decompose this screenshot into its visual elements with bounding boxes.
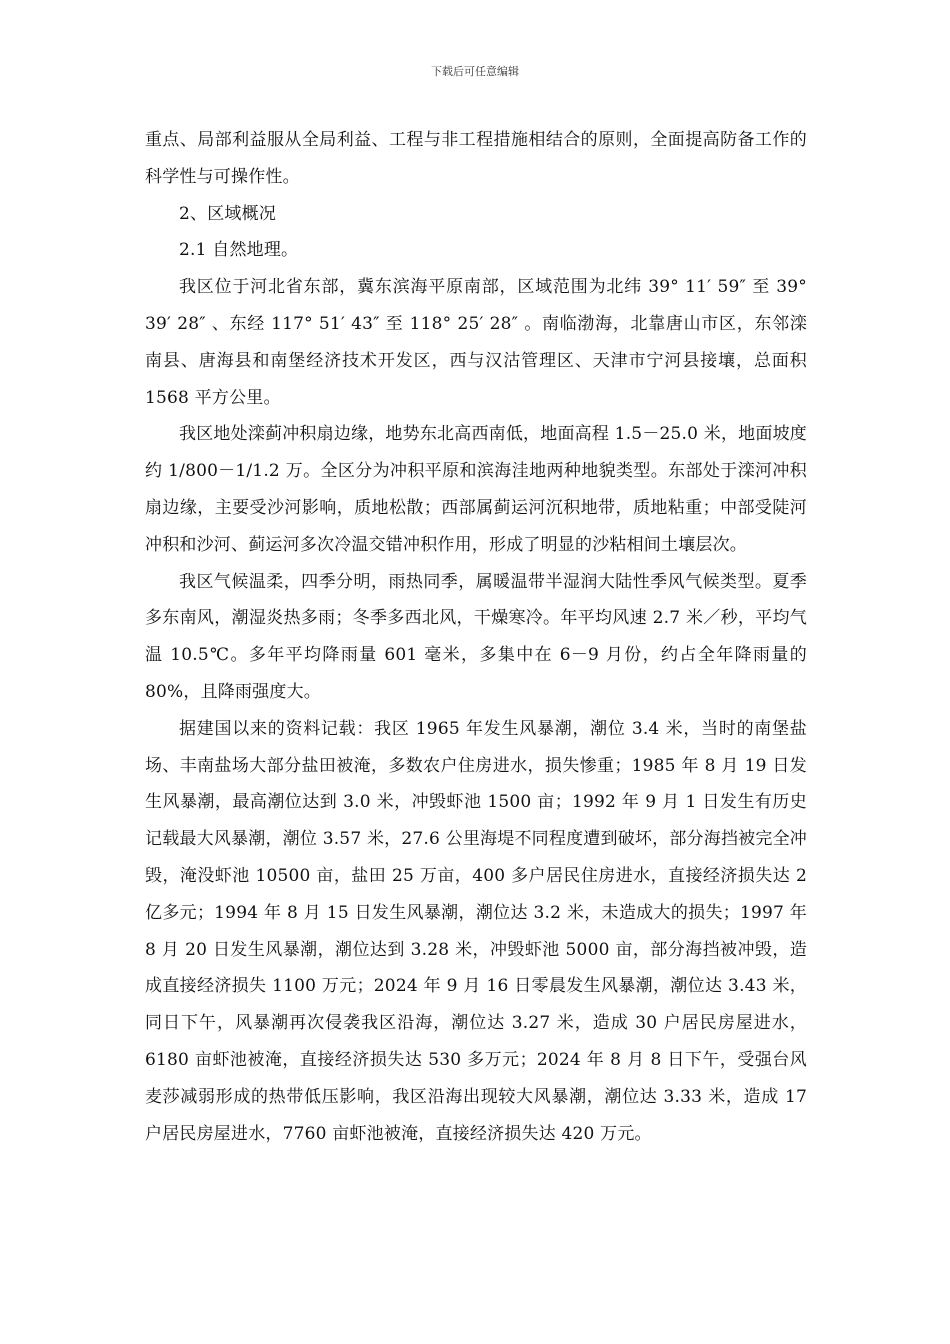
paragraph-continuation: 重点、局部利益服从全局利益、工程与非工程措施相结合的原则，全面提高防备工作的科学性与可操作性。 bbox=[145, 130, 807, 187]
paragraph-terrain: 我区地处滦蓟冲积扇边缘，地势东北高西南低，地面高程 1.5－25.0 米，地面坡度约 1/800－1/1.2 万。全区分为冲积平原和滨海洼地两种地貌类型。东部处于滦河冲积扇边缘，主要受沙河影响，质地松散；西部属蓟运河沉积地带，质地粘重；中部受陡河冲积和沙河、蓟运河多次冷温交错冲积作用，形成了明显的沙粘相间土壤层次。 bbox=[145, 424, 807, 555]
subsection-heading-natural-geography: 2.1 自然地理。 bbox=[179, 240, 299, 261]
document-body bbox=[145, 122, 807, 1152]
paragraph-climate: 我区气候温柔，四季分明，雨热同季，属暖温带半湿润大陆性季风气候类型。夏季多东南风，潮湿炎热多雨；冬季多西北风，干燥寒冷。年平均风速 2.7 米／秒，平均气温 10.5℃。多年平均降雨量 601 毫米，多集中在 6－9 月份，约占全年降雨量的 80%，且降雨强度大。 bbox=[145, 571, 807, 702]
section-heading-regional-overview: 2、区域概况 bbox=[179, 203, 277, 224]
paragraph-location: 我区位于河北省东部，冀东滨海平原南部，区域范围为北纬 39° 11′ 59″ 至 39° 39′ 28″ 、东经 117° 51′ 43″ 至 118° 25′ 28″ 。南临渤海，北靠唐山市区，东邻滦南县、唐海县和南堡经济技术开发区，西与汉沽管理区、天津市宁河县接壤，总面积 1568 平方公里。 bbox=[145, 277, 807, 408]
page-header: 下载后可任意编辑 bbox=[431, 65, 519, 78]
paragraph-storm-surge-history: 据建国以来的资料记载：我区 1965 年发生风暴潮，潮位 3.4 米，当时的南堡盐场、丰南盐场大部分盐田被淹，多数农户住房进水，损失惨重；1985 年 8 月 19 日发生风暴潮，最高潮位达到 3.0 米，冲毁虾池 1500 亩；1992 年 9 月 1 日发生有历史记载最大风暴潮，潮位 3.57 米，27.6 公里海堤不同程度遭到破坏，部分海挡被完全冲毁，淹没虾池 10500 亩，盐田 25 万亩，400 多户居民住房进水，直接经济损失达 2 亿多元；1994 年 8 月 15 日发生风暴潮，潮位达 3.2 米，未造成大的损失；1997 年 8 月 20 日发生风暴潮，潮位达到 3.28 米，冲毁虾池 5000 亩，部分海挡被冲毁，造成直接经济损失 1100 万元；2024 年 9 月 16 日零晨发生风暴潮，潮位达 3.43 米，同日下午，风暴潮再次侵袭我区沿海，潮位达 3.27 米，造成 30 户居民房屋进水，6180 亩虾池被淹，直接经济损失达 530 多万元；2024 年 8 月 8 日下午，受强台风麦莎减弱形成的热带低压影响，我区沿海出现较大风暴潮，潮位达 3.33 米，造成 17 户居民房屋进水，7760 亩虾池被淹，直接经济损失达 420 万元。 bbox=[145, 718, 807, 1144]
